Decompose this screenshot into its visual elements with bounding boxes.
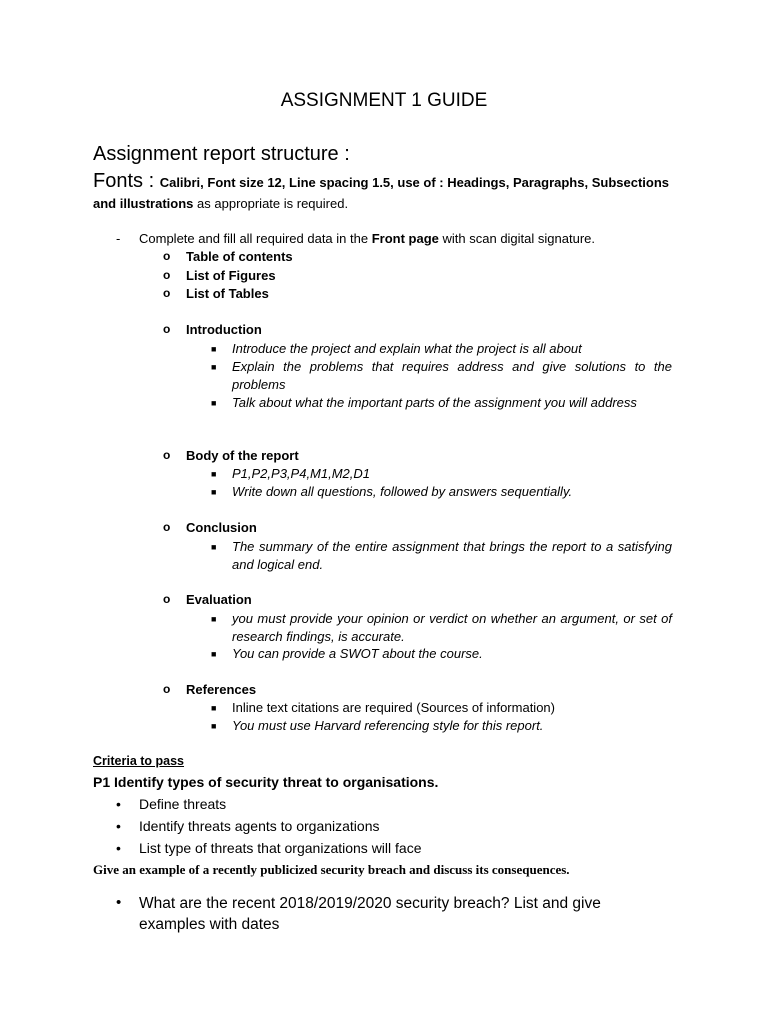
square-bullet: ■ — [211, 487, 217, 497]
section-conclusion: Conclusion — [186, 520, 257, 535]
p1-bullet-types: List type of threats that organizations will face — [139, 840, 422, 856]
dash-marker: - — [116, 231, 121, 246]
front-page-instruction — [139, 231, 595, 246]
square-bullet: ■ — [211, 362, 217, 372]
conclusion-bullet-1: The summary of the entire assignment that brings the report to a satisfying and logical end. — [232, 539, 672, 572]
document-title: ASSIGNMENT 1 GUIDE — [280, 90, 488, 111]
square-bullet: ■ — [211, 614, 217, 624]
square-bullet: ■ — [211, 398, 217, 408]
section-evaluation: Evaluation — [186, 592, 252, 607]
square-bullet: ■ — [211, 469, 217, 479]
bullet-dot: • — [116, 796, 121, 812]
section-body: Body of the report — [186, 448, 299, 463]
references-bullet-2: You must use Harvard referencing style for this report. — [232, 718, 544, 733]
fonts-required: as appropriate is required. — [197, 196, 349, 211]
p1-heading: P1 Identify types of security threat to organisations. — [93, 774, 439, 790]
square-bullet: ■ — [211, 344, 217, 354]
body-bullet-2: Write down all questions, followed by answers sequentially. — [232, 484, 573, 499]
security-breach-question: What are the recent 2018/2019/2020 security breach? List and give examples with dates — [139, 895, 601, 933]
evaluation-bullet-1: you must provide your opinion or verdict on whether an argument, or set of research findings, is accurate. — [232, 611, 672, 644]
fonts-line — [93, 170, 669, 193]
list-item-tables: List of Tables — [186, 286, 269, 301]
structure-heading: Assignment report structure : — [93, 143, 350, 165]
o-marker: o — [163, 682, 171, 696]
fonts-line-2 — [93, 196, 348, 211]
o-marker: o — [163, 592, 171, 606]
square-bullet: ■ — [211, 721, 217, 731]
o-marker: o — [163, 268, 171, 282]
o-marker: o — [163, 286, 171, 300]
bullet-dot: • — [116, 840, 121, 856]
intro-bullet-1: Introduce the project and explain what the project is all about — [232, 341, 582, 356]
o-marker: o — [163, 322, 171, 336]
fonts-illustrations: and illustrations — [93, 196, 194, 211]
o-marker: o — [163, 520, 171, 534]
section-references: References — [186, 682, 257, 697]
intro-bullet-2: Explain the problems that requires address and give solutions to the problems — [232, 359, 672, 392]
criteria-heading: Criteria to pass — [93, 754, 185, 768]
list-item-figures: List of Figures — [186, 268, 276, 283]
p1-bullet-agents: Identify threats agents to organizations — [139, 818, 380, 834]
evaluation-bullet-2: You can provide a SWOT about the course. — [232, 646, 483, 661]
bullet-dot: • — [116, 818, 121, 834]
give-example-heading: Give an example of a recently publicized security breach and discuss its consequences. — [93, 862, 570, 877]
front-page-text-before: Complete and fill all required data in the — [139, 231, 369, 246]
bullet-dot: • — [116, 894, 122, 911]
intro-bullet-3: Talk about what the important parts of the assignment you will address — [232, 395, 637, 410]
list-item-toc: Table of contents — [186, 249, 293, 264]
p1-bullet-define: Define threats — [139, 796, 227, 812]
body-bullet-1: P1,P2,P3,P4,M1,M2,D1 — [232, 466, 371, 481]
o-marker: o — [163, 249, 171, 263]
o-marker: o — [163, 448, 171, 462]
square-bullet: ■ — [211, 703, 217, 713]
square-bullet: ■ — [211, 542, 217, 552]
front-page-text-after: with scan digital signature. — [442, 231, 595, 246]
fonts-spec: Calibri, Font size 12, Line spacing 1.5, use of : Headings, Paragraphs, Subsections — [159, 175, 670, 190]
fonts-label: Fonts : — [93, 170, 155, 192]
references-bullet-1: Inline text citations are required (Sources of information) — [232, 700, 555, 715]
front-page-bold: Front page — [371, 231, 439, 246]
section-introduction: Introduction — [186, 322, 262, 337]
square-bullet: ■ — [211, 649, 217, 659]
